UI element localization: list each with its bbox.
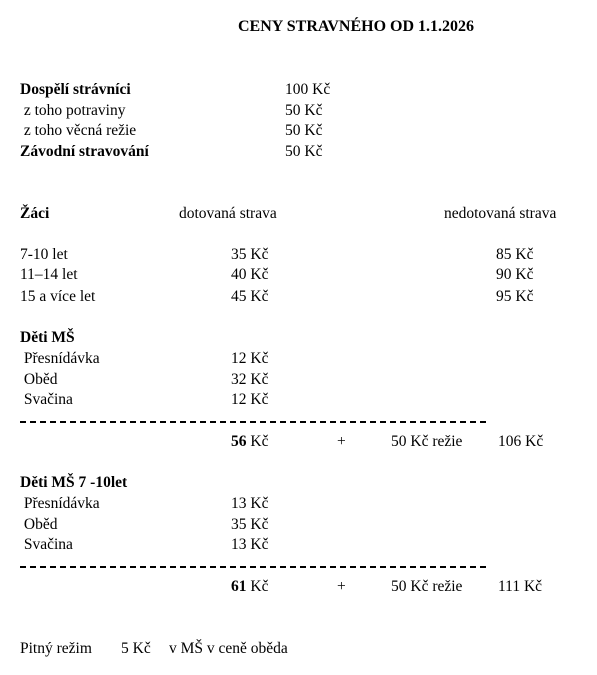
meal-label: Oběd [20,516,58,533]
kindergarten-label: Děti MŠ [20,329,75,346]
pupils-unsubsidized-price: 90 Kč [496,266,534,283]
subtotal-number: 61 [231,578,247,595]
pupils-unsubsidized-price: 95 Kč [496,288,534,305]
adults-price: 100 Kč [285,81,331,98]
adults-food-price: 50 Kč [285,102,323,119]
kindergarten-older-subtotal [231,578,268,596]
adults-overhead-price: 50 Kč [285,122,323,139]
plus-sign: + [337,578,346,595]
meal-price: 13 Kč [231,536,269,553]
adults-overhead-label: z toho věcná režie [20,122,137,139]
adults-label: Dospělí strávníci [20,81,131,98]
adults-food-label: z toho potraviny [20,102,126,119]
pupils-age-label: 15 a více let [20,288,96,305]
divider-line [20,421,486,423]
pupils-label: Žáci [20,205,50,222]
pupils-subsidized-price: 35 Kč [231,246,269,263]
kindergarten-subtotal [231,433,268,451]
pupils-age-label: 11–14 let [20,266,78,283]
grand-total: 106 Kč [498,433,544,450]
meal-label: Přesnídávka [20,495,100,512]
drinking-label: Pitný režim [20,640,92,657]
document-title: CENY STRAVNÉHO OD 1.1.2026 [238,18,475,35]
pupils-unsubsidized-price: 85 Kč [496,246,534,263]
subtotal-unit: Kč [246,433,269,450]
subtotal-unit: Kč [246,578,269,595]
meal-price: 12 Kč [231,350,269,367]
divider-line [20,566,486,568]
pupils-age-label: 7-10 let [20,246,68,263]
pupils-subsidized-price: 40 Kč [231,266,269,283]
meal-price: 12 Kč [231,391,269,408]
overhead-price: 50 Kč režie [391,578,463,595]
overhead-price: 50 Kč režie [391,433,463,450]
drinking-note: v MŠ v ceně oběda [169,640,288,657]
meal-label: Svačina [20,391,73,408]
subtotal-number: 56 [231,433,247,450]
meal-price: 13 Kč [231,495,269,512]
meal-label: Oběd [20,371,58,388]
meal-price: 32 Kč [231,371,269,388]
plus-sign: + [337,433,346,450]
pupils-subsidized-price: 45 Kč [231,288,269,305]
grand-total: 111 Kč [498,578,543,595]
col-unsubsidized-header: nedotovaná strava [444,205,557,222]
kindergarten-older-label: Děti MŠ 7 -10let [20,474,128,491]
factory-price: 50 Kč [285,143,323,160]
col-subsidized-header: dotovaná strava [179,205,277,222]
meal-label: Přesnídávka [20,350,100,367]
meal-price: 35 Kč [231,516,269,533]
drinking-price: 5 Kč [121,640,151,657]
factory-label: Závodní stravování [20,143,149,160]
meal-label: Svačina [20,536,73,553]
